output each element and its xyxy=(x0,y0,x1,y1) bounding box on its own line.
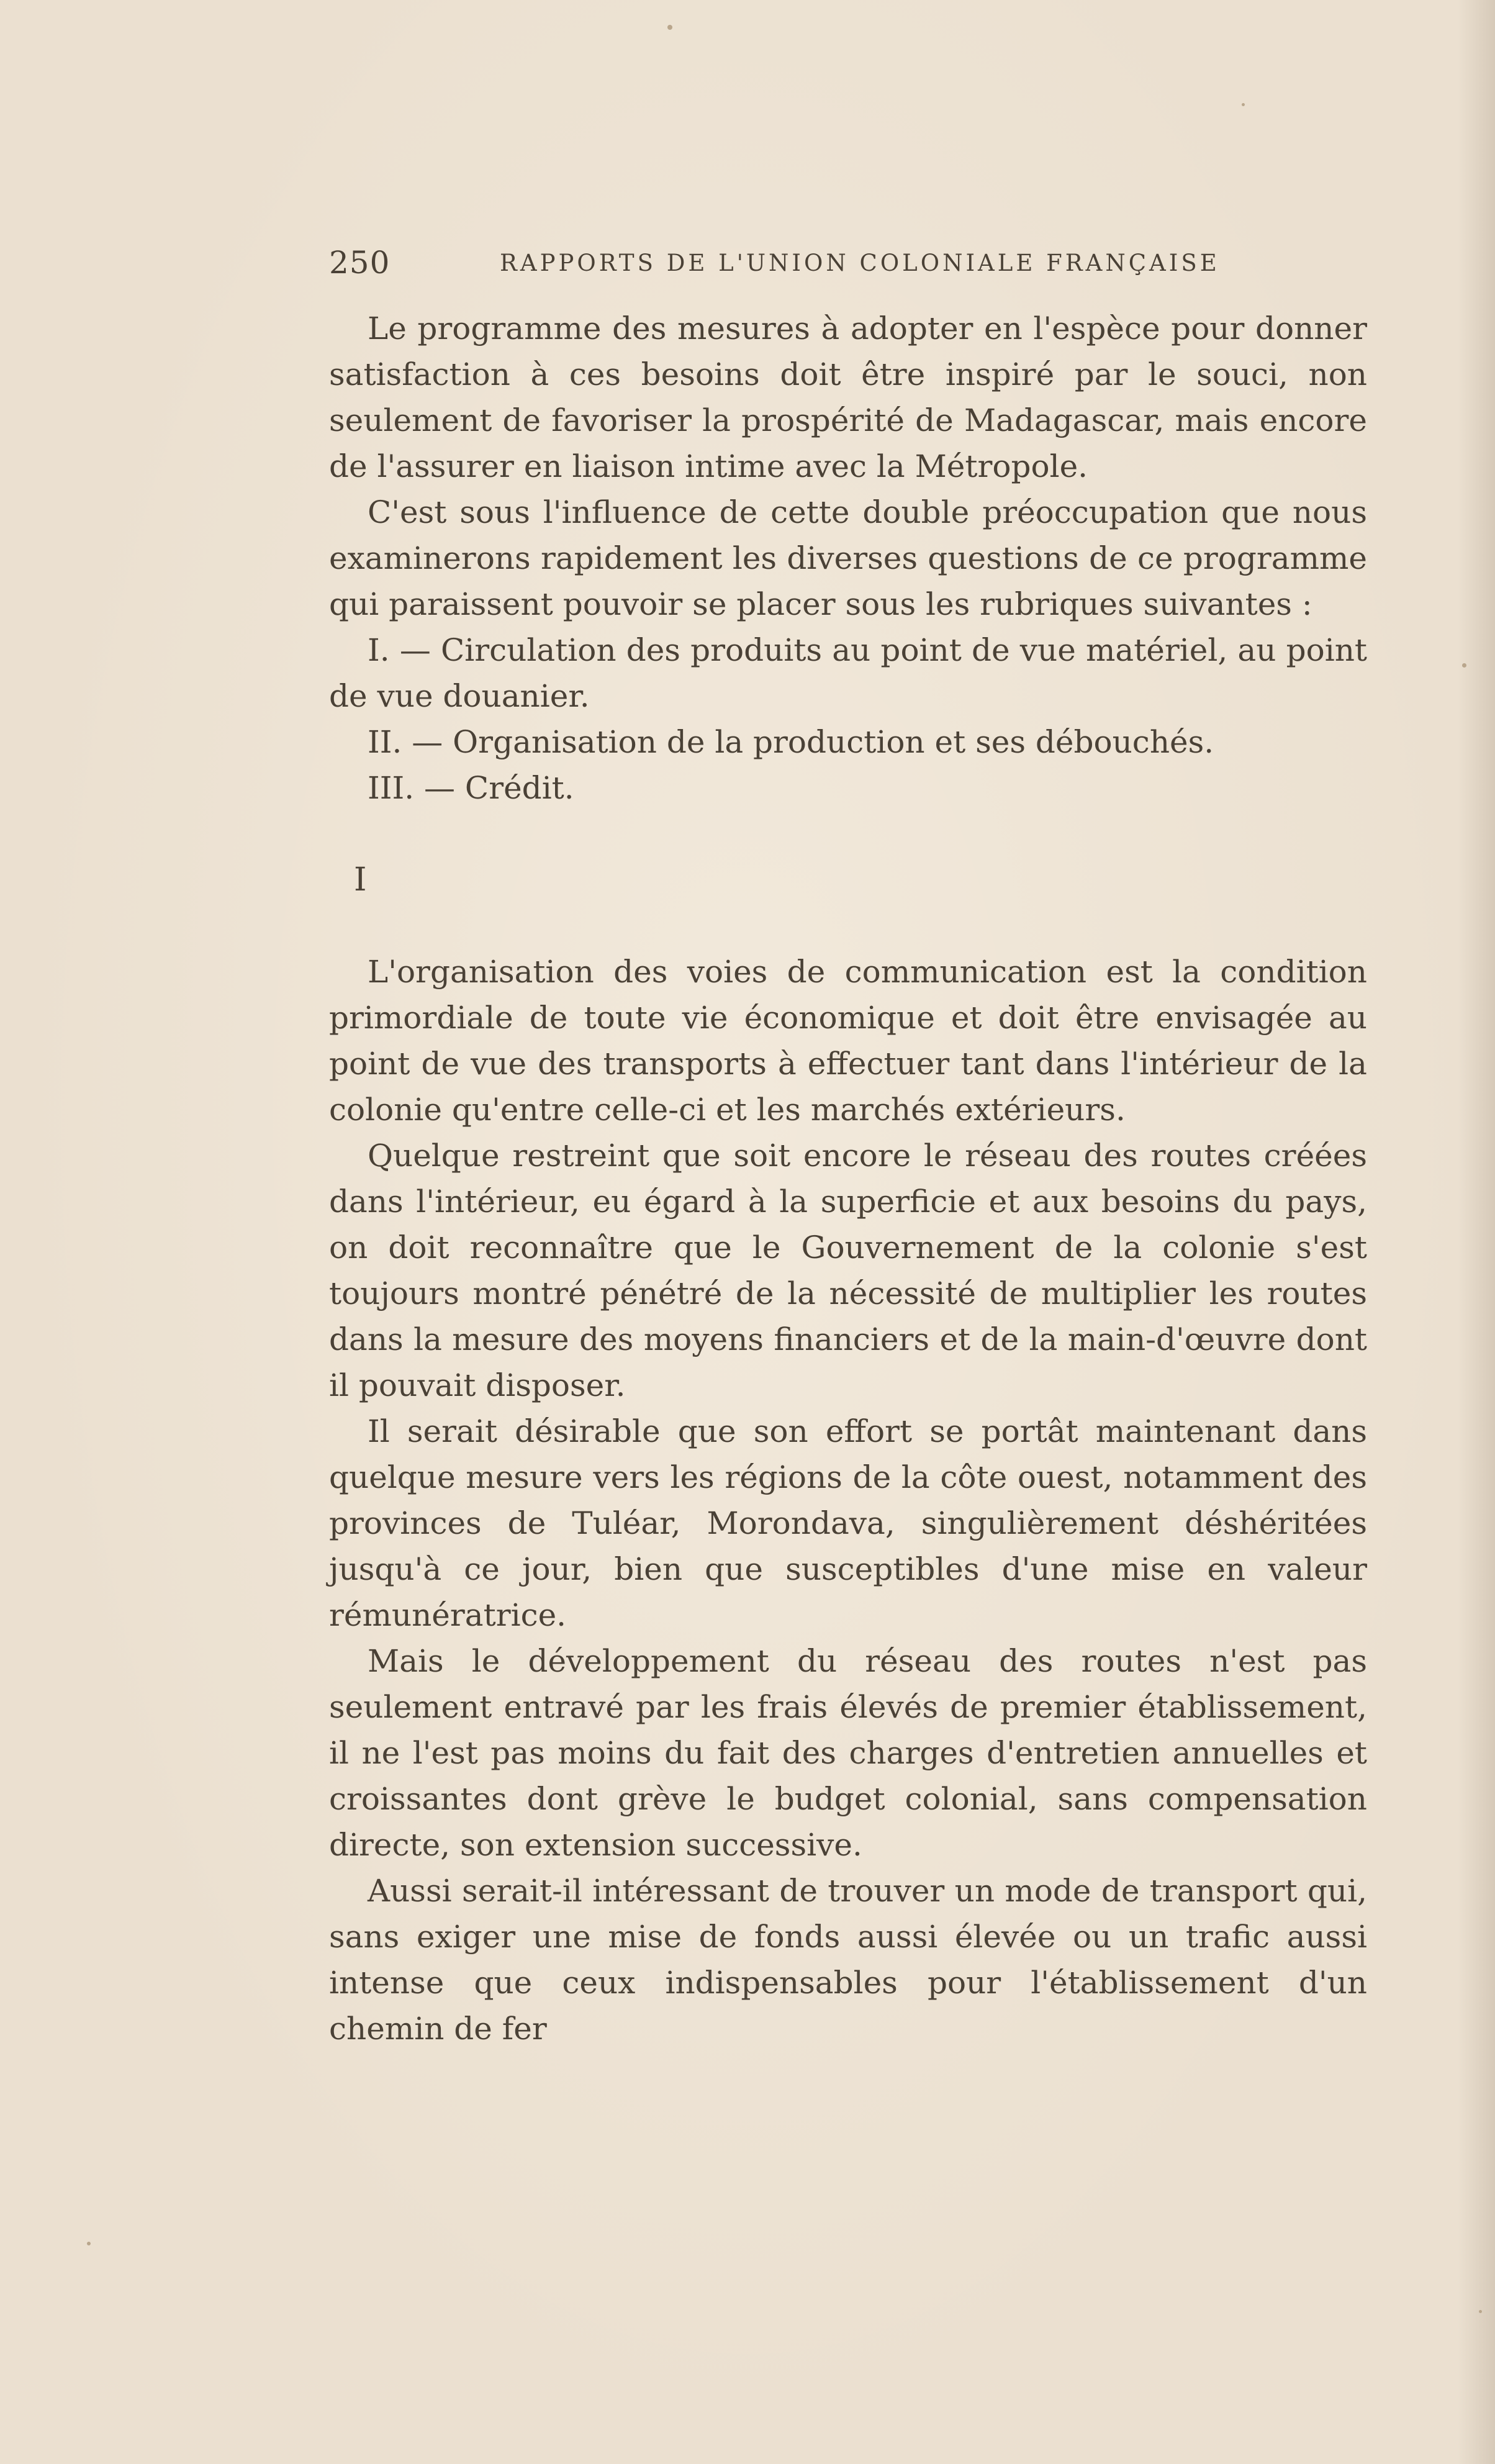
body-text xyxy=(329,306,1367,2052)
paper-speck xyxy=(1479,2310,1482,2313)
paragraph: Le programme des mesures à adopter en l'espèce pour donner satisfaction à ces besoins doit être inspiré par le souci, non seulement de favoriser la prospérité de Madagascar, mais encore de l'assurer en liaison intime avec la Métropole. xyxy=(329,310,1367,484)
paragraph: Quelque restreint que soit encore le réseau des routes créées dans l'intérieur, eu égard à la superficie et aux besoins du pays, on doit reconnaître que le Gouvernement de la colonie s'est toujours montré pénétré de la nécessité de multiplier les routes dans la mesure des moyens financiers et de la main-d'œuvre dont il pouvait disposer. xyxy=(329,1138,1367,1403)
paper-speck xyxy=(1462,663,1466,668)
page-number: 250 xyxy=(329,245,391,281)
paragraph: Il serait désirable que son effort se portât maintenant dans quelque mesure vers les régions de la côte ouest, notamment des provinces de Tuléar, Morondava, singulièrement déshéritées jusqu'à ce jour, bien que susceptibles d'une mise en valeur rémunératrice. xyxy=(329,1413,1367,1633)
paragraph: Mais le développement du réseau des routes n'est pas seulement entravé par les frais élevés de premier établissement, il ne l'est pas moins du fait des charges d'entretien annuelles et croissantes dont grève le budget colonial, sans compensation directe, son extension successive. xyxy=(329,1643,1367,1863)
rubric-item: I. — Circulation des produits au point de vue matériel, au point de vue douanier. xyxy=(329,632,1367,714)
paragraph: L'organisation des voies de communication est la condition primordiale de toute vie économique et doit être envisagée au point de vue des transports à effectuer tant dans l'intérieur de la colonie qu'entre celle-ci et les marchés extérieurs. xyxy=(329,954,1367,1128)
paragraph: C'est sous l'influence de cette double préoccupation que nous examinerons rapidement les diverses questions de ce programme qui paraissent pouvoir se placer sous les rubriques suivantes : xyxy=(329,494,1367,622)
paper-speck xyxy=(1242,103,1245,106)
paper-speck xyxy=(87,2242,91,2245)
rubric-item: II. — Organisation de la production et ses débouchés. xyxy=(368,724,1214,760)
section-numeral: I xyxy=(354,861,367,899)
page-header xyxy=(329,241,1367,284)
rubric-item: III. — Crédit. xyxy=(368,770,574,806)
paper-speck xyxy=(667,25,672,30)
running-head: RAPPORTS DE L'UNION COLONIALE FRANÇAISE xyxy=(500,250,1220,276)
paragraph: Aussi serait-il intéressant de trouver un mode de transport qui, sans exiger une mise de fonds aussi élevée ou un trafic aussi intense que ceux indispensables pour l'établissement d'un chemin de fer xyxy=(329,1873,1367,2047)
